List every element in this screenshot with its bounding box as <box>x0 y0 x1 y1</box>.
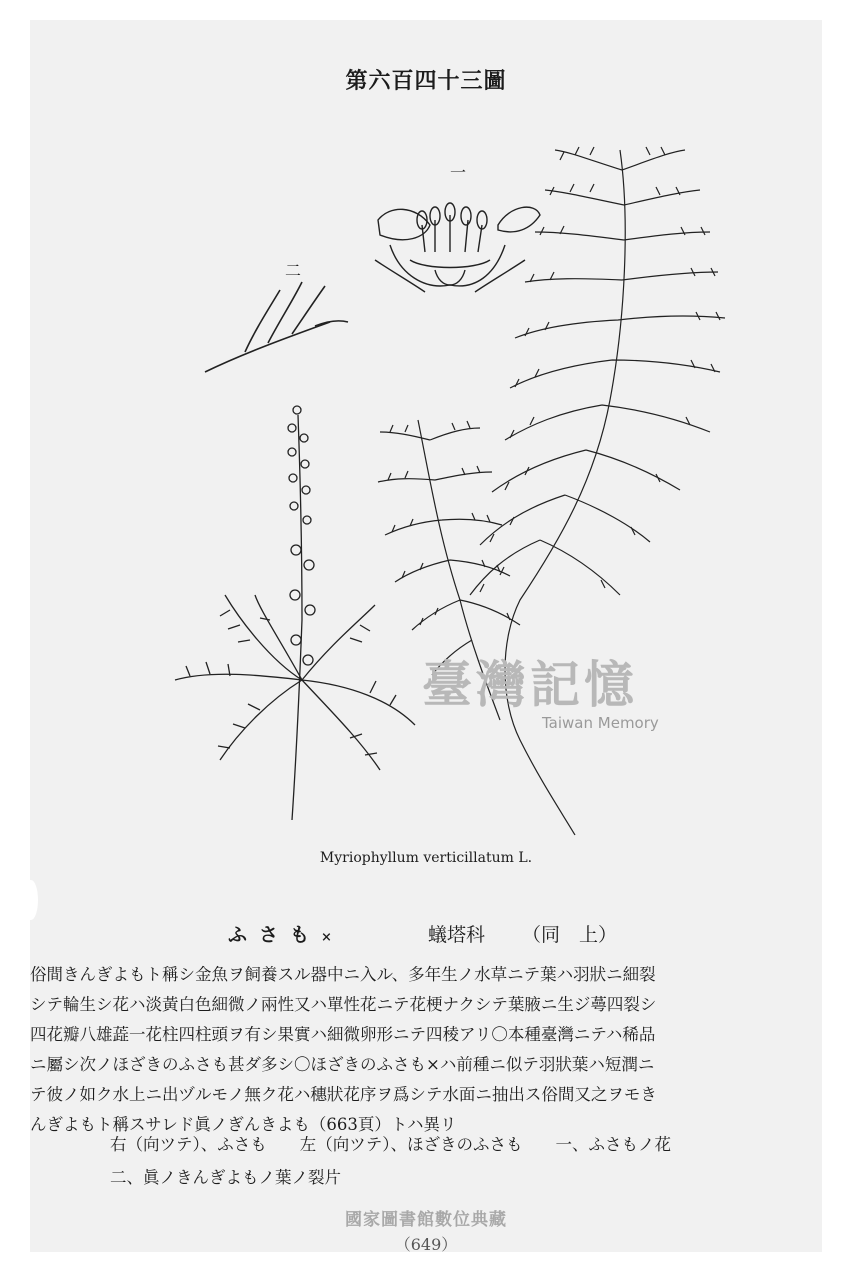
watermark-english: Taiwan Memory <box>542 714 659 732</box>
flower-detail <box>375 203 540 292</box>
description-line: 四花瓣八雄蕋一花柱四柱頭ヲ有シ果實ハ細微卵形ニテ四稜アリ〇本種臺灣ニテハ稀品 <box>30 1025 656 1044</box>
description-line: ニ屬シ次ノほざきのふさも甚ダ多シ〇ほざきのふさも×ハ前種ニ似テ羽狀葉ハ短潤ニ <box>30 1055 655 1074</box>
notes-line: 右（向ツテ）、ふさも 左（向ツテ）、ほざきのふさも 一、ふさもノ花 <box>110 1135 671 1154</box>
description-line: んぎよもト稱スサレド眞ノぎんきよも（663頁）トハ異リ <box>30 1115 457 1134</box>
document-page <box>30 20 822 1252</box>
left-plant <box>175 406 415 820</box>
description-line: 俗間きんぎよもト稱シ金魚ヲ飼養スル器中ニ入ル、多年生ノ水草ニテ葉ハ羽狀ニ細裂 <box>30 965 656 984</box>
species-name-text: ふさも <box>228 924 322 946</box>
leaf-segment-detail <box>205 282 348 372</box>
figure-notes <box>110 1128 671 1194</box>
botanical-illustration <box>30 20 822 880</box>
description-line: テ彼ノ如ク水上ニ出ヅルモノ無ク花ハ穗狀花序ヲ爲シテ水面ニ抽出ス俗間又之ヲモき <box>30 1085 657 1104</box>
page-number: （649） <box>394 1235 458 1252</box>
species-mark: × <box>321 930 332 945</box>
figure-label-2: 二 <box>285 261 302 280</box>
watermark-chinese: 臺灣記憶 <box>422 656 638 714</box>
plate-title: 第六百四十三圖 <box>345 68 507 94</box>
notes-line: 二、眞ノきんぎよもノ葉ノ裂片 <box>110 1168 341 1187</box>
reference-note: （同 上） <box>522 924 618 946</box>
family-name: 蟻塔科 <box>428 924 486 946</box>
watermark <box>422 656 659 732</box>
description-line: シテ輪生シ花ハ淡黃白色細微ノ兩性又ハ單性花ニテ花梗ナクシテ葉腋ニ生ジ蕚四裂シ <box>30 995 657 1014</box>
species-name <box>228 920 332 947</box>
library-stamp: 國家圖書館數位典藏 <box>345 1210 507 1230</box>
figure-label-1: 一 <box>450 163 467 182</box>
description-text <box>30 960 822 1140</box>
plate-caption: Myriophyllum verticillatum L. <box>319 850 533 866</box>
